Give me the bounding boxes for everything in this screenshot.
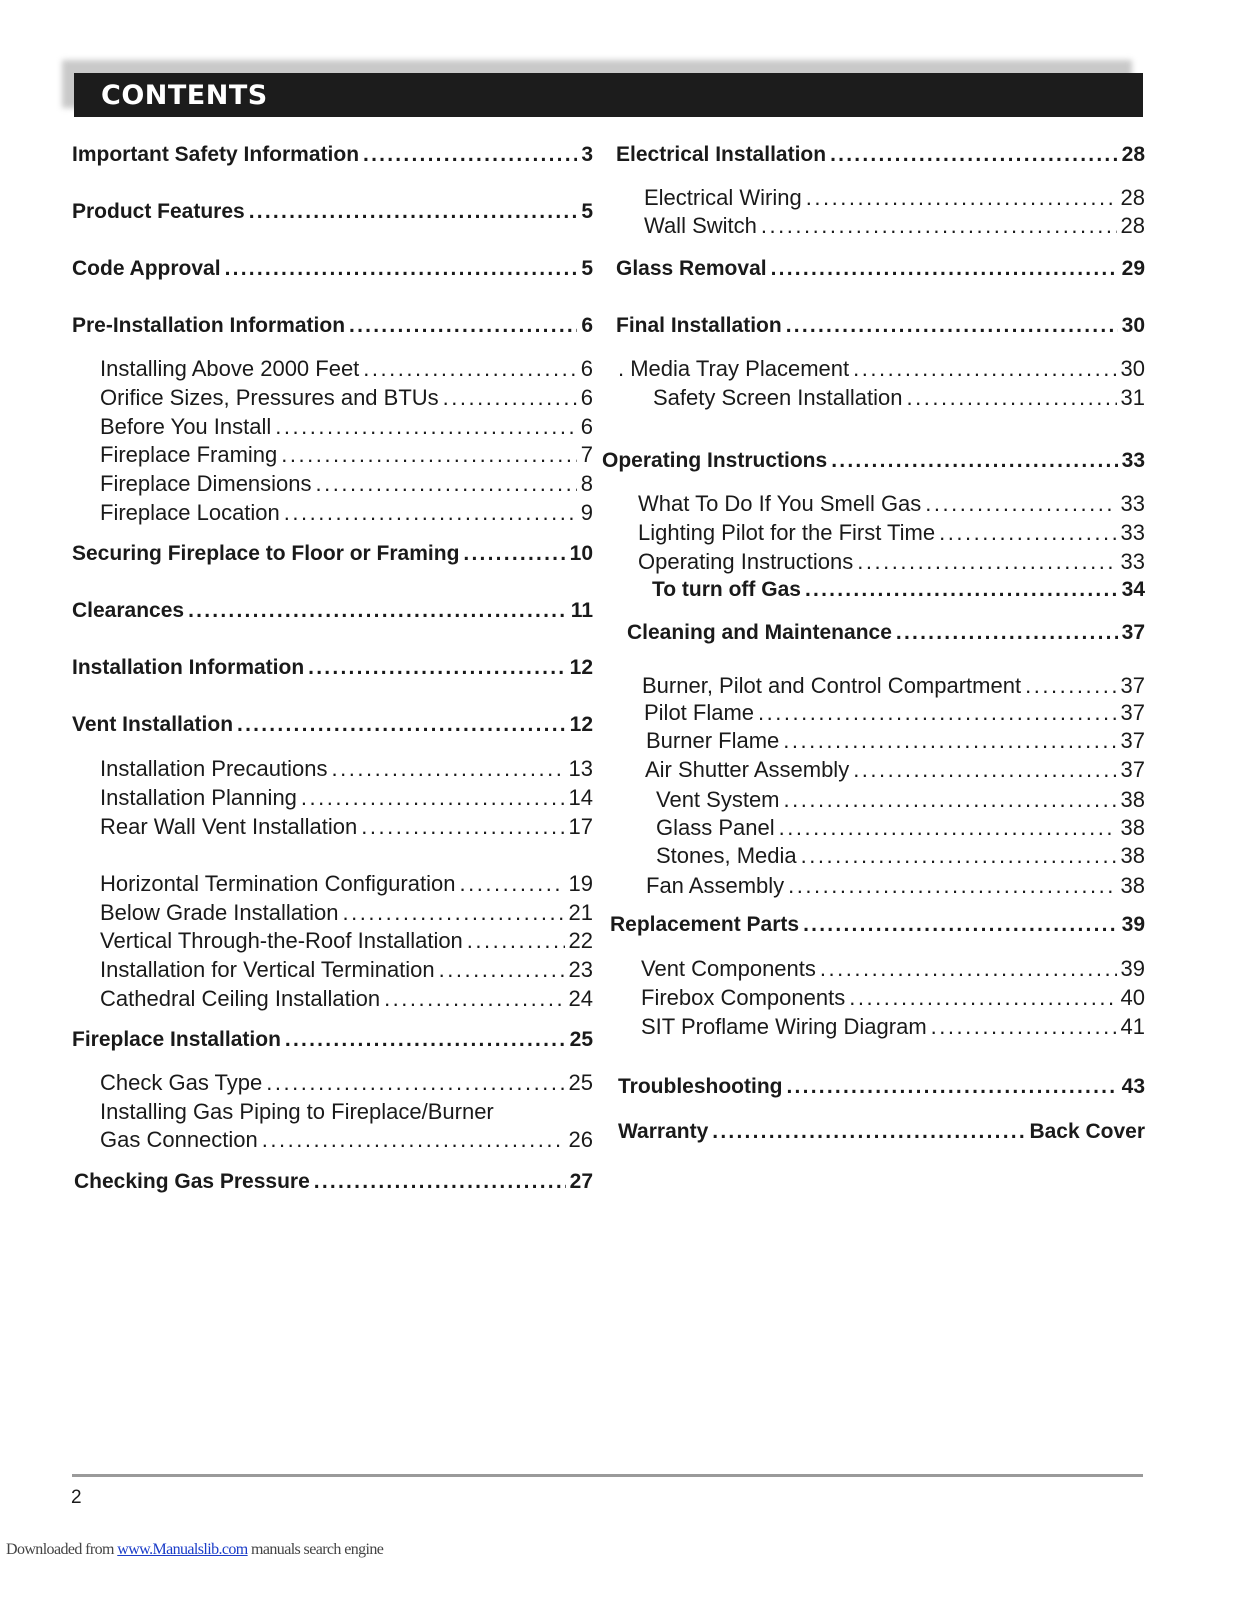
- toc-entry-title: Electrical Installation: [616, 143, 827, 166]
- toc-entry-page: 17: [568, 814, 593, 839]
- dot-leader: [896, 621, 1118, 645]
- toc-entry: [616, 314, 1145, 338]
- dot-leader: [906, 385, 1116, 411]
- toc-entry: [646, 873, 1145, 899]
- toc-entry-title: Warranty: [618, 1120, 709, 1143]
- toc-entry: [644, 700, 1145, 726]
- dot-leader: [266, 1070, 564, 1096]
- dot-leader: [801, 843, 1117, 869]
- toc-entry-page: 24: [568, 986, 593, 1011]
- toc-entry-title: Burner Flame: [646, 728, 780, 753]
- toc-entry-title: Wall Switch: [644, 213, 757, 238]
- toc-entry-page: 38: [1120, 787, 1145, 812]
- toc-entry-title: Fireplace Framing: [100, 442, 278, 467]
- toc-entry: [618, 356, 1145, 382]
- toc-entry: [100, 928, 593, 954]
- footer-divider: [72, 1474, 1143, 1477]
- toc-entry-page: 12: [569, 656, 593, 679]
- toc-entry-page: 19: [568, 871, 593, 896]
- toc-entry-title: Code Approval: [72, 257, 221, 280]
- dot-leader: [363, 356, 576, 382]
- toc-entry: [638, 549, 1145, 575]
- dot-leader: [314, 1170, 566, 1194]
- toc-entry-page: 38: [1120, 873, 1145, 898]
- toc-entry-page: 23: [568, 957, 593, 982]
- toc-entry-title: Stones, Media: [656, 843, 797, 868]
- toc-entry-title: Lighting Pilot for the First Time: [638, 520, 936, 545]
- toc-entry-title: Installing Above 2000 Feet: [100, 356, 360, 381]
- dot-leader: [349, 314, 577, 338]
- toc-entry-page: 10: [569, 542, 593, 565]
- toc-entry-title: Replacement Parts: [610, 913, 800, 936]
- dot-leader: [853, 757, 1116, 783]
- dot-leader: [316, 471, 577, 497]
- toc-entry-page: 26: [568, 1127, 593, 1152]
- toc-entry: [652, 578, 1145, 602]
- toc-entry: [100, 957, 593, 983]
- dot-leader: [225, 257, 578, 281]
- toc-entry-title: Fireplace Location: [100, 500, 280, 525]
- dot-leader: [803, 913, 1118, 937]
- dot-leader: [831, 449, 1117, 473]
- toc-entry: [72, 1028, 593, 1052]
- download-prefix: Downloaded from: [6, 1541, 118, 1558]
- dot-leader: [712, 1120, 1025, 1144]
- toc-entry-title: Glass Panel: [656, 815, 775, 840]
- toc-entry-page: 37: [1120, 728, 1145, 753]
- toc-entry-page: 30: [1121, 314, 1145, 337]
- toc-entry: [100, 471, 593, 497]
- toc-entry-page: 37: [1121, 621, 1145, 644]
- toc-entry-title: Fireplace Installation: [72, 1028, 281, 1051]
- dot-leader: [830, 143, 1118, 167]
- dot-leader: [443, 385, 577, 411]
- toc-entry-page: 3: [581, 143, 593, 166]
- toc-entry-title: Before You Install: [100, 414, 272, 439]
- dot-leader: [463, 542, 565, 566]
- toc-entry-page: 38: [1120, 815, 1145, 840]
- toc-entry-title: Check Gas Type: [100, 1070, 263, 1095]
- toc-entry: [100, 1070, 593, 1096]
- dot-leader: [342, 900, 564, 926]
- toc-entry-title: Electrical Wiring: [644, 185, 802, 210]
- toc-entry: [100, 814, 593, 840]
- toc-entry-title: Operating Instructions: [638, 549, 854, 574]
- manualslib-link[interactable]: www.Manualslib.com: [117, 1541, 248, 1558]
- toc-entry-title: Product Features: [72, 200, 245, 223]
- toc-entry-page: 14: [568, 785, 593, 810]
- toc-entry-title: Below Grade Installation: [100, 900, 339, 925]
- toc-entry: [100, 871, 593, 897]
- toc-entry-page: 40: [1120, 985, 1145, 1010]
- toc-entry: [644, 185, 1145, 211]
- toc-entry-page: 39: [1120, 956, 1145, 981]
- dot-leader: [361, 814, 564, 840]
- toc-entry: [72, 143, 593, 167]
- toc-entry-title: Fan Assembly: [646, 873, 785, 898]
- dot-leader: [459, 871, 564, 897]
- toc-entry-page: 12: [569, 713, 593, 736]
- toc-entry: [72, 713, 593, 737]
- toc-entry-title: Installation Planning: [100, 785, 297, 810]
- toc-entry: [618, 1120, 1145, 1144]
- toc-entry: [638, 520, 1145, 546]
- toc-entry-title: Gas Connection: [100, 1127, 258, 1152]
- dot-leader: [301, 785, 565, 811]
- dot-leader: [249, 200, 578, 224]
- toc-entry-title: Rear Wall Vent Installation: [100, 814, 358, 839]
- dot-leader: [262, 1127, 565, 1153]
- dot-leader: [788, 873, 1116, 899]
- toc-entry: [627, 621, 1145, 645]
- toc-entry: [100, 900, 593, 926]
- toc-entry: [641, 956, 1145, 982]
- dot-leader: [237, 713, 566, 737]
- toc-entry-title: Installation for Vertical Termination: [100, 957, 435, 982]
- toc-entry: [100, 756, 593, 782]
- toc-entry-page: 37: [1120, 673, 1145, 698]
- toc-entry-page: 43: [1121, 1075, 1145, 1098]
- toc-entry: [74, 1170, 593, 1194]
- dot-leader: [786, 314, 1118, 338]
- toc-entry-title: Orifice Sizes, Pressures and BTUs: [100, 385, 439, 410]
- dot-leader: [285, 1028, 566, 1052]
- toc-entry-title: Pilot Flame: [644, 700, 755, 725]
- dot-leader: [939, 520, 1116, 546]
- toc-entry: [100, 500, 593, 526]
- toc-entry: [618, 1075, 1145, 1099]
- toc-entry: [656, 843, 1145, 869]
- toc-entry: [100, 986, 593, 1012]
- toc-entry: [638, 491, 1145, 517]
- toc-entry-title: Pre-Installation Information: [72, 314, 346, 337]
- contents-header: [74, 73, 1143, 117]
- toc-entry: [72, 599, 593, 623]
- toc-entry-title: SIT Proflame Wiring Diagram: [641, 1014, 927, 1039]
- toc-entry: [641, 1014, 1145, 1040]
- dot-leader: [786, 1075, 1117, 1099]
- toc-entry: [646, 728, 1145, 754]
- toc-entry-title: Securing Fireplace to Floor or Framing: [72, 542, 460, 565]
- dot-leader: [363, 143, 577, 167]
- toc-entry-page: 5: [581, 257, 593, 280]
- toc-entry: [100, 356, 593, 382]
- toc-entry: [100, 1099, 593, 1125]
- toc-entry: [641, 985, 1145, 1011]
- download-note: [6, 1541, 383, 1559]
- toc-entry-title: Installing Gas Piping to Fireplace/Burner: [100, 1099, 494, 1124]
- toc-entry-page: 31: [1120, 385, 1145, 410]
- toc-entry: [72, 257, 593, 281]
- toc-entry: [100, 385, 593, 411]
- toc-entry-title: Air Shutter Assembly: [645, 757, 850, 782]
- toc-entry-title: Clearances: [72, 599, 185, 622]
- dot-leader: [806, 185, 1117, 211]
- dot-leader: [331, 756, 564, 782]
- toc-entry: [72, 200, 593, 224]
- toc-entry-title: Horizontal Termination Configuration: [100, 871, 456, 896]
- toc-entry: [72, 656, 593, 680]
- toc-entry-title: Safety Screen Installation: [653, 385, 903, 410]
- dot-leader: [857, 549, 1116, 575]
- toc-entry: [645, 757, 1145, 783]
- toc-entry-title: Installation Precautions: [100, 756, 328, 781]
- toc-entry-title: Fireplace Dimensions: [100, 471, 312, 496]
- toc-entry-page: 6: [580, 385, 593, 410]
- dot-leader: [758, 700, 1116, 726]
- dot-leader: [783, 728, 1116, 754]
- toc-entry-page: 13: [568, 756, 593, 781]
- toc-entry-title: Glass Removal: [616, 257, 767, 280]
- dot-leader: [849, 985, 1116, 1011]
- dot-leader: [281, 442, 576, 468]
- toc-entry: [642, 673, 1145, 699]
- dot-leader: [779, 815, 1117, 841]
- toc-entry-title: Troubleshooting: [618, 1075, 783, 1098]
- toc-entry-title: . Media Tray Placement: [618, 356, 850, 381]
- toc-entry: [610, 913, 1145, 937]
- dot-leader: [1025, 673, 1116, 699]
- toc-entry-page: 38: [1120, 843, 1145, 868]
- toc-entry-page: 41: [1120, 1014, 1145, 1039]
- dot-leader: [784, 787, 1117, 813]
- toc-entry-title: Vent Installation: [72, 713, 234, 736]
- toc-entry-page: 34: [1121, 578, 1145, 601]
- toc-entry-page: Back Cover: [1029, 1120, 1145, 1143]
- toc-entry-page: 30: [1120, 356, 1145, 381]
- page-title: CONTENTS: [101, 80, 268, 111]
- toc-entry-page: 37: [1120, 700, 1145, 725]
- toc-entry-page: 33: [1120, 549, 1145, 574]
- toc-entry: [100, 442, 593, 468]
- toc-entry: [100, 414, 593, 440]
- toc-entry-page: 28: [1120, 213, 1145, 238]
- toc-entry-page: 37: [1120, 757, 1145, 782]
- toc-entry-title: Firebox Components: [641, 985, 846, 1010]
- toc-entry-page: 25: [569, 1028, 593, 1051]
- toc-entry-page: 29: [1121, 257, 1145, 280]
- dot-leader: [853, 356, 1116, 382]
- toc-entry: [72, 542, 593, 566]
- toc-entry: [656, 815, 1145, 841]
- toc-entry: [100, 785, 593, 811]
- toc-entry-title: Cathedral Ceiling Installation: [100, 986, 381, 1011]
- toc-entry-title: Burner, Pilot and Control Compartment: [642, 673, 1022, 698]
- toc-entry: [656, 787, 1145, 813]
- dot-leader: [931, 1014, 1117, 1040]
- toc-entry-page: 39: [1121, 913, 1145, 936]
- toc-entry-title: Final Installation: [616, 314, 782, 337]
- dot-leader: [308, 656, 565, 680]
- toc-entry-page: 9: [580, 500, 593, 525]
- toc-entry-title: What To Do If You Smell Gas: [638, 491, 922, 516]
- dot-leader: [284, 500, 577, 526]
- toc-entry-page: 33: [1120, 491, 1145, 516]
- dot-leader: [467, 928, 565, 954]
- download-suffix: manuals search engine: [247, 1541, 384, 1558]
- toc-entry-page: 11: [570, 599, 593, 622]
- dot-leader: [805, 578, 1118, 602]
- toc-entry-page: 8: [580, 471, 593, 496]
- dot-leader: [820, 956, 1117, 982]
- toc-entry-page: 33: [1120, 520, 1145, 545]
- toc-entry-page: 22: [568, 928, 593, 953]
- toc-entry: [653, 385, 1145, 411]
- toc-entry: [644, 213, 1145, 239]
- toc-entry: [616, 143, 1145, 167]
- toc-entry-page: 6: [580, 356, 593, 381]
- dot-leader: [925, 491, 1116, 517]
- dot-leader: [275, 414, 577, 440]
- toc-entry-title: Vent System: [656, 787, 780, 812]
- toc-entry: [602, 449, 1145, 473]
- toc-entry-title: To turn off Gas: [652, 578, 801, 601]
- toc-entry-page: 25: [568, 1070, 593, 1095]
- toc-entry-title: Installation Information: [72, 656, 305, 679]
- toc-entry-page: 28: [1121, 143, 1145, 166]
- toc-entry: [72, 314, 593, 338]
- dot-leader: [384, 986, 564, 1012]
- dot-leader: [771, 257, 1118, 281]
- toc-entry-page: 21: [568, 900, 593, 925]
- toc-entry-page: 6: [580, 414, 593, 439]
- toc-entry-page: 7: [580, 442, 593, 467]
- toc-entry-title: Cleaning and Maintenance: [627, 621, 892, 644]
- toc-entry-title: Vertical Through-the-Roof Installation: [100, 928, 463, 953]
- toc-entry-title: Vent Components: [641, 956, 816, 981]
- toc-entry-title: Checking Gas Pressure: [74, 1170, 310, 1193]
- toc-entry-title: Important Safety Information: [72, 143, 360, 166]
- toc-entry: [616, 257, 1145, 281]
- toc-entry-page: 28: [1120, 185, 1145, 210]
- toc-entry: [100, 1127, 593, 1153]
- toc-entry-title: Operating Instructions: [602, 449, 828, 472]
- dot-leader: [188, 599, 567, 623]
- dot-leader: [761, 213, 1117, 239]
- toc-entry-page: 6: [581, 314, 593, 337]
- toc-entry-page: 27: [569, 1170, 593, 1193]
- page-number: 2: [71, 1487, 82, 1508]
- dot-leader: [439, 957, 565, 983]
- toc-entry-page: 33: [1121, 449, 1145, 472]
- toc-entry-page: 5: [581, 200, 593, 223]
